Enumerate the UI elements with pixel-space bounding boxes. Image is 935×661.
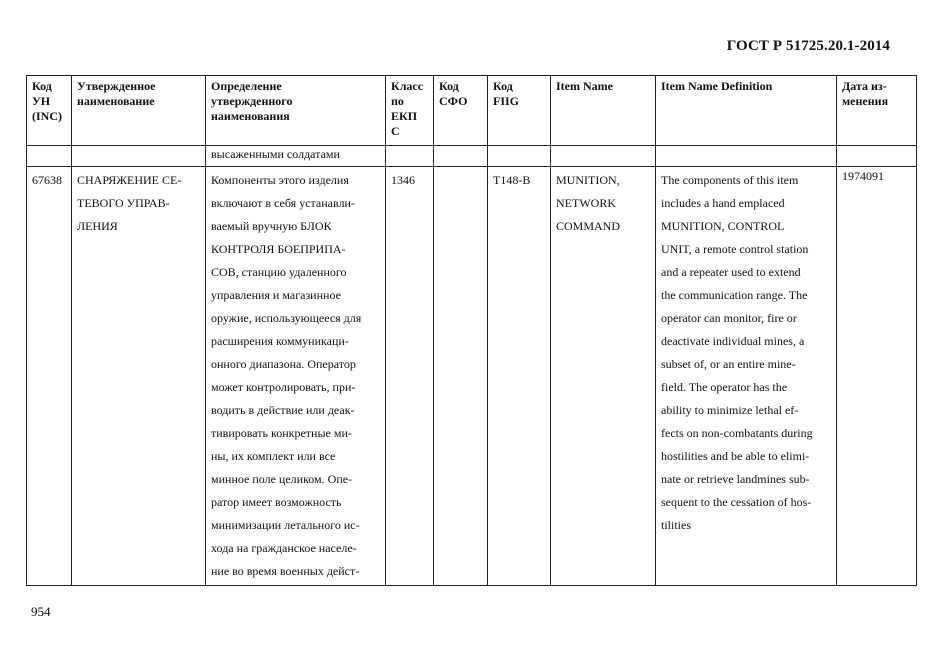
text-line: по xyxy=(391,94,404,108)
text-line: минимизации летального ис- xyxy=(211,518,360,532)
text-line: nate or retrieve landmines sub- xyxy=(661,472,810,486)
text-line: минное поле целиком. Опе- xyxy=(211,472,353,486)
text-line: UNIT, a remote control station xyxy=(661,242,809,256)
text-line: Утвержденное xyxy=(77,79,156,93)
approved-name xyxy=(72,167,206,586)
continuation-row xyxy=(27,146,917,167)
header-class xyxy=(386,76,434,146)
header-name-definition xyxy=(206,76,386,146)
text-line: Определение xyxy=(211,79,282,93)
header-item-name xyxy=(551,76,656,146)
text-line: ability to minimize lethal ef- xyxy=(661,403,799,417)
text-line: MUNITION, xyxy=(556,173,620,187)
fiig-code: T148-B xyxy=(488,167,551,586)
text-line: ны, их комплект или все xyxy=(211,449,336,463)
text-line: СОВ, станцию удаленного xyxy=(211,265,347,279)
header-item-name-definition xyxy=(656,76,837,146)
nomenclature-table xyxy=(26,75,917,586)
change-date: 1974091 xyxy=(837,167,917,586)
text-line: утвержденного xyxy=(211,94,293,108)
header-sfo-code xyxy=(434,76,488,146)
text-line: ратор имеет возможность xyxy=(211,495,342,509)
item-name xyxy=(551,167,656,586)
text-line: Код xyxy=(32,79,52,93)
text-line: Дата из- xyxy=(842,79,887,93)
text-line: онного диапазона. Оператор xyxy=(211,357,356,371)
text-line: fects on non-combatants during xyxy=(661,426,813,440)
text-line: С xyxy=(391,124,400,138)
text-line: deactivate individual mines, a xyxy=(661,334,805,348)
text-line: subset of, or an entire mine- xyxy=(661,357,796,371)
name-definition-ru xyxy=(206,167,386,586)
text-line: может контролировать, при- xyxy=(211,380,356,394)
text-line: Класс xyxy=(391,79,424,93)
text-line: hostilities and be able to elimi- xyxy=(661,449,810,463)
text-line: хода на гражданское населе- xyxy=(211,541,357,555)
page-number: 954 xyxy=(31,604,51,619)
text-line: тивировать конкретные ми- xyxy=(211,426,352,440)
text-line: MUNITION, CONTROL xyxy=(661,219,785,233)
text-line: оружие, использующееся для xyxy=(211,311,362,325)
text-line: ваемый вручную БЛОК xyxy=(211,219,332,233)
text-line: and a repeater used to extend xyxy=(661,265,801,279)
table-header-row xyxy=(27,76,917,146)
text-line: наименования xyxy=(211,109,290,123)
text-line: sequent to the cessation of hos- xyxy=(661,495,812,509)
text-line: NETWORK xyxy=(556,196,616,210)
class-code: 1346 xyxy=(386,167,434,586)
text-line: tilities xyxy=(661,518,691,532)
inc-code: 67638 xyxy=(27,167,72,586)
text-line: КОНТРОЛЯ БОЕПРИПА- xyxy=(211,242,346,256)
text-line: Item Name xyxy=(556,79,613,93)
text-line: includes a hand emplaced xyxy=(661,196,785,210)
text-line: COMMAND xyxy=(556,219,621,233)
document-code: ГОСТ Р 51725.20.1-2014 xyxy=(726,38,890,54)
sfo-code xyxy=(434,167,488,586)
table-row xyxy=(27,167,917,586)
header-fiig-code xyxy=(488,76,551,146)
item-name-definition xyxy=(656,167,837,586)
text-line: наименование xyxy=(77,94,155,108)
text-line: FIIG xyxy=(493,94,520,108)
text-line: СФО xyxy=(439,94,468,108)
text-line: расширения коммуникаци- xyxy=(211,334,349,348)
text-line: ние во время военных дейст- xyxy=(211,564,360,578)
text-line: operator can monitor, fire or xyxy=(661,311,797,325)
text-line: ТЕВОГО УПРАВ- xyxy=(77,196,170,210)
header-approved-name xyxy=(72,76,206,146)
text-line: включают в себя устанавли- xyxy=(211,196,355,210)
text-line: the communication range. The xyxy=(661,288,808,302)
text-line: высаженными солдатами xyxy=(211,147,340,161)
text-line: (INC) xyxy=(32,109,62,123)
text-line: СНАРЯЖЕНИЕ СЕ- xyxy=(77,173,182,187)
text-line: управления и магазинное xyxy=(211,288,341,302)
text-line: Item Name Definition xyxy=(661,79,773,93)
header-change-date xyxy=(837,76,917,146)
continuation-definition xyxy=(206,146,386,167)
text-line: ЕКП xyxy=(391,109,418,123)
text-line: The components of this item xyxy=(661,173,799,187)
text-line: менения xyxy=(842,94,889,108)
text-line: Код xyxy=(493,79,513,93)
text-line: водить в действие или деак- xyxy=(211,403,355,417)
text-line: Код xyxy=(439,79,459,93)
header-inc xyxy=(27,76,72,146)
text-line: УН xyxy=(32,94,51,108)
text-line: field. The operator has the xyxy=(661,380,788,394)
text-line: ЛЕНИЯ xyxy=(77,219,118,233)
text-line: Компоненты этого изделия xyxy=(211,173,349,187)
